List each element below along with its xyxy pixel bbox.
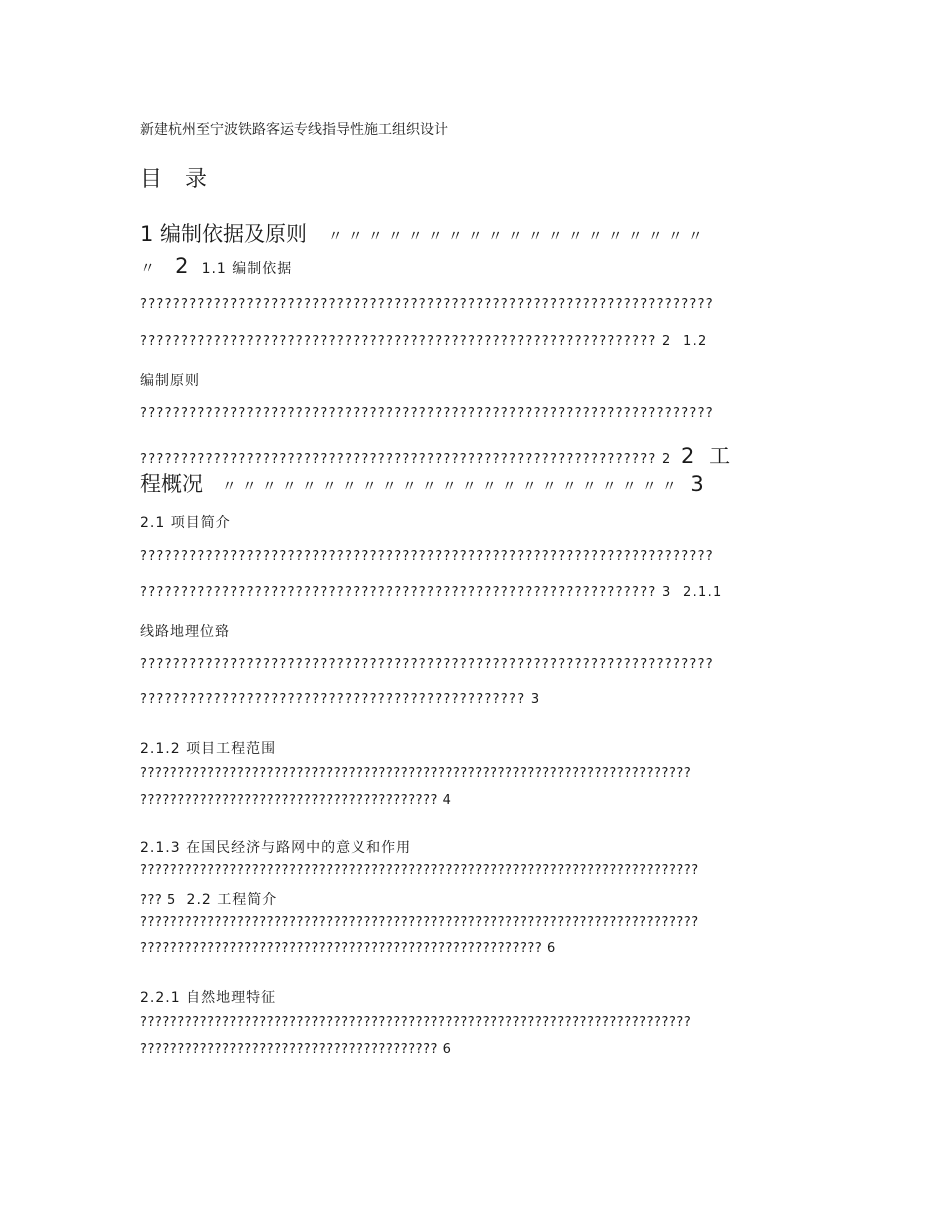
- toc-leader-dots: 〃〃〃〃〃〃〃〃〃〃〃〃〃〃〃〃〃〃〃〃〃〃〃: [221, 477, 682, 495]
- toc-leader-dots: 〃: [140, 259, 161, 277]
- toc-fill-line: ???????????????????????????????????????????????????????????????????????????: [140, 915, 699, 930]
- toc-fill-line: ???????????????????????????????????????? 4: [140, 793, 452, 808]
- toc-fill-text: ??? 5: [140, 893, 176, 908]
- toc-entry-2-1-2-title[interactable]: 2.1.2 项目工程范围: [140, 741, 277, 757]
- toc-fill-text: ??????????????????????????????????????????????????????????????? 2: [140, 334, 672, 349]
- toc-entry-2[interactable]: [140, 468, 704, 498]
- toc-entry-2-page: 3: [690, 472, 704, 496]
- document-title: 新建杭州至宁波铁路客运专线指导性施工组织设计: [140, 122, 448, 138]
- toc-fill-line: ??????????????????????????????????????????????????????????????????????: [140, 657, 714, 672]
- toc-entry-2-1-1-num: 2.1.1: [683, 585, 723, 600]
- toc-fill-line: ??????????????????????????????????????????????????????????????????????: [140, 406, 714, 421]
- toc-entry-2-num: 2 工: [681, 444, 735, 468]
- toc-entry-2-2-1-title[interactable]: 2.2.1 自然地理特征: [140, 990, 277, 1006]
- toc-entry-2-1-3-title[interactable]: 2.1.3 在国民经济与路网中的意义和作用: [140, 840, 412, 856]
- toc-fill-line: ??????????????????????????????????????????????????????????????????????????: [140, 766, 692, 781]
- toc-entry-1-1-title: 1.1 编制依据: [201, 261, 293, 277]
- toc-fill-line: ?????????????????????????????????????????????????????? 6: [140, 941, 556, 956]
- toc-fill-line: [140, 585, 723, 600]
- toc-fill-line: ??????????????????????????????????????????????????????????????????????: [140, 549, 714, 564]
- toc-fill-line: ???????????????????????????????????????????????????????????????????????????: [140, 863, 699, 878]
- toc-entry-2-1-title[interactable]: 2.1 项目简介: [140, 515, 231, 531]
- toc-entry-2-title: 程概况: [140, 472, 203, 496]
- toc-fill-line: ??????????????????????????????????????????????????????????????????????????: [140, 1015, 692, 1030]
- toc-fill-text: ??????????????????????????????????????????????????????????????? 2: [140, 452, 672, 467]
- toc-fill-line: [140, 889, 277, 909]
- toc-entry-1-title: 1 编制依据及原则: [140, 222, 308, 246]
- toc-fill-line: ???????????????????????????????????????? 6: [140, 1042, 452, 1057]
- toc-fill-line: [140, 440, 734, 470]
- toc-leader-dots: 〃〃〃〃〃〃〃〃〃〃〃〃〃〃〃〃〃〃〃: [327, 227, 708, 245]
- toc-entry-1-cont[interactable]: [140, 254, 292, 278]
- toc-entry-2-1-1-title[interactable]: 线路地理位臵: [140, 624, 230, 640]
- toc-entry-1-2-num: 1.2: [683, 334, 708, 349]
- toc-fill-line: ??????????????????????????????????????????????????????????????????????: [140, 297, 714, 312]
- toc-entry-2-2-title[interactable]: 2.2 工程简介: [186, 892, 278, 908]
- toc-entry-1-2-title[interactable]: 编制原则: [140, 373, 200, 389]
- toc-fill-text: ??????????????????????????????????????????????????????????????? 3: [140, 585, 672, 600]
- toc-heading: 目 录: [140, 167, 215, 192]
- toc-fill-line: ??????????????????????????????????????????????? 3: [140, 692, 541, 707]
- toc-entry-1-page: 2: [175, 254, 189, 278]
- toc-fill-line: [140, 334, 708, 349]
- toc-entry-1[interactable]: [140, 218, 708, 248]
